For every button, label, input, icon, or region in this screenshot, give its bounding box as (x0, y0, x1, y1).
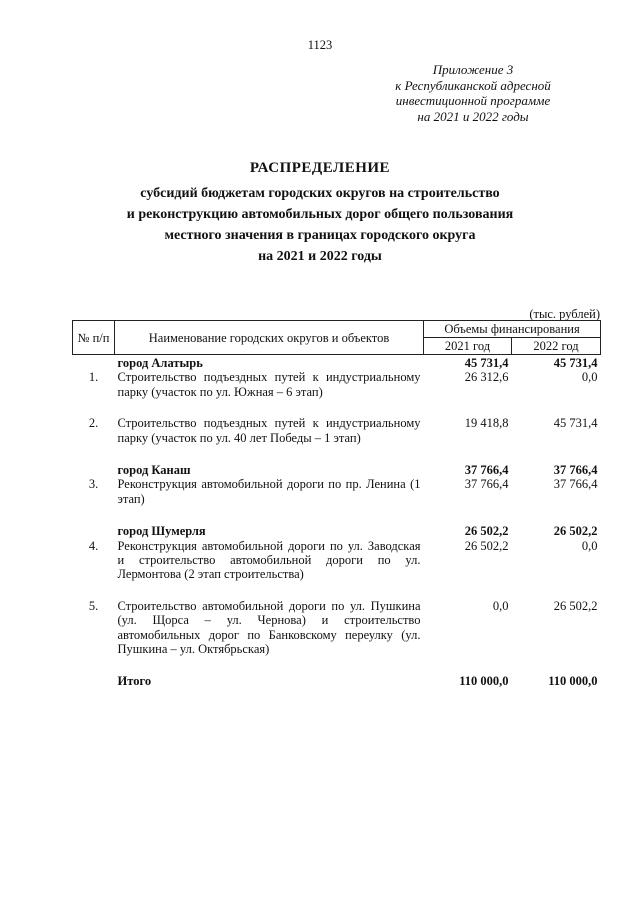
district-2021-value: 37 766,4 (464, 463, 509, 478)
district-row (73, 523, 601, 538)
value-2022: 45 731,4 (553, 416, 598, 431)
object-name: Строительство подъездных путей к индустриальному парку (участок по ул. 40 лет Победы – 1 этап) (117, 416, 421, 445)
header-year-2021: 2021 год (424, 338, 512, 355)
district-2021-value: 45 731,4 (464, 356, 509, 370)
district-name: город Алатырь (117, 356, 203, 370)
table-row (73, 539, 601, 582)
title-line: субсидий бюджетам городских округов на строительство (140, 186, 500, 201)
table-row (73, 416, 601, 445)
title-line: местного значения в границах городского округа (164, 228, 476, 243)
appendix-line: к Республиканской адресной (395, 77, 551, 93)
value-2022: 26 502,2 (553, 598, 598, 613)
total-row (73, 674, 601, 688)
value-2022: 37 766,4 (553, 477, 598, 492)
row-number: 1. (88, 370, 99, 385)
object-name: Строительство подъездных путей к индустриальному парку (участок по ул. Южная – 6 этап) (117, 370, 421, 399)
appendix-line: инвестиционной программе (395, 93, 551, 108)
appendix-line: Приложение 3 (432, 62, 514, 77)
document-title (0, 160, 640, 267)
row-number: 4. (88, 538, 99, 553)
header-year-2022: 2022 год (512, 338, 601, 355)
row-number: 5. (88, 598, 99, 613)
value-2022: 0,0 (581, 370, 598, 385)
header-name: Наименование городских округов и объектов (115, 321, 424, 355)
district-name: город Канаш (117, 463, 191, 478)
title-line: на 2021 и 2022 годы (258, 249, 382, 264)
value-2021: 26 502,2 (464, 538, 509, 553)
district-row (73, 355, 601, 371)
title-main: РАСПРЕДЕЛЕНИЕ (249, 160, 391, 176)
district-2022-value: 37 766,4 (553, 463, 598, 478)
object-name: Реконструкция автомобильной дороги по пр. Ленина (1 этап) (117, 477, 421, 506)
value-2022: 0,0 (581, 538, 598, 553)
value-2021: 0,0 (492, 598, 509, 613)
district-2021-value: 26 502,2 (464, 524, 509, 539)
object-name: Реконструкция автомобильной дороги по ул. Заводская и строительство автомобильной дороги по ул. Лермонтова (2 этап строительства) (117, 538, 421, 582)
appendix-note (358, 62, 588, 124)
total-label: Итого (117, 673, 152, 688)
header-volumes: Объемы финансирования (424, 321, 601, 338)
appendix-line: на 2021 и 2022 годы (417, 108, 529, 124)
row-number: 2. (88, 416, 99, 431)
header-number: № п/п (73, 321, 115, 355)
value-2021: 19 418,8 (464, 416, 509, 431)
total-2021-value: 110 000,0 (459, 673, 509, 688)
district-name: город Шумерля (117, 524, 206, 539)
table-row (73, 599, 601, 657)
value-2021: 26 312,6 (464, 370, 509, 385)
row-number: 3. (88, 477, 99, 492)
page-number: 1123 (307, 38, 333, 52)
title-line: и реконструкцию автомобильных дорог общего пользования (126, 207, 514, 222)
district-2022-value: 45 731,4 (553, 356, 598, 370)
district-row (73, 462, 601, 477)
total-2022-value: 110 000,0 (548, 673, 598, 688)
table-row (73, 477, 601, 506)
value-2021: 37 766,4 (464, 477, 509, 492)
district-2022-value: 26 502,2 (553, 524, 598, 539)
object-name: Строительство автомобильной дороги по ул. Пушкина (ул. Щорса – ул. Чернова) и строительство автомобильных дорог по Банковскому переулку (ул. Пушкина – ул. Октябрьская) (117, 598, 421, 657)
units-label: (тыс. рублей) (529, 307, 600, 321)
table-row (73, 370, 601, 399)
distribution-table (72, 320, 601, 688)
